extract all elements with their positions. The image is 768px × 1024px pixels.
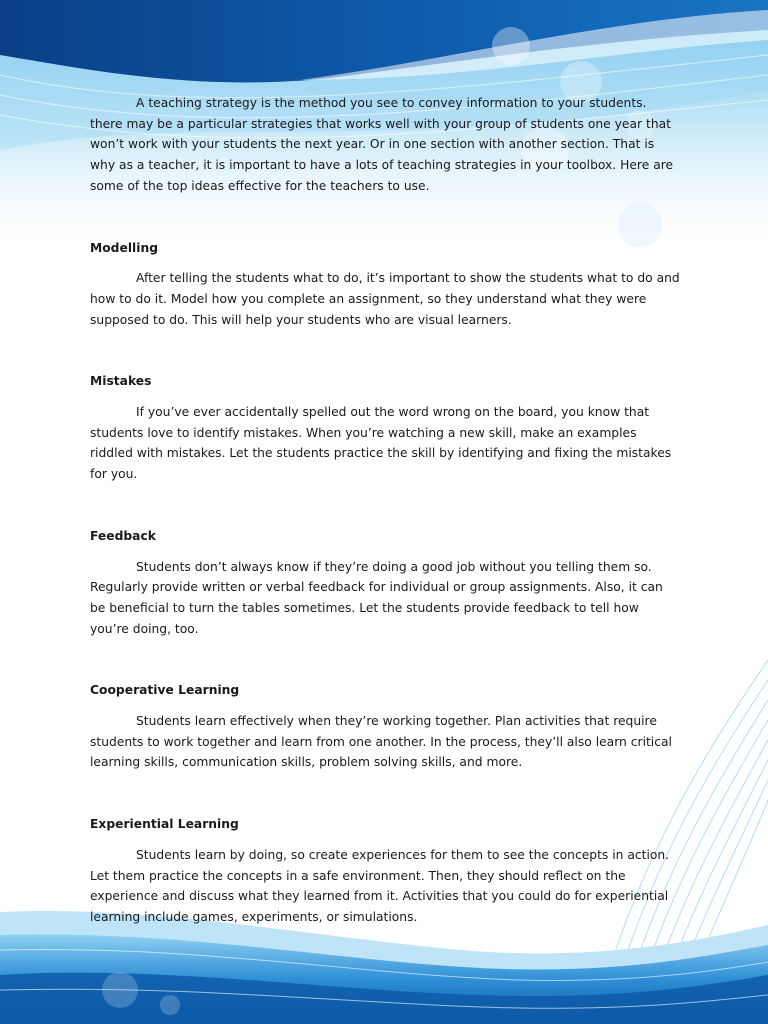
- section-body-feedback: Students don’t always know if they’re doing a good job without you telling them so. Regularly provide written or verbal feedback for individual or group assignments. Also, it can be beneficial to turn the tables sometimes. Let the students provide feedback to tell how you’re doing, too.: [90, 559, 663, 636]
- intro-paragraph: A teaching strategy is the method you see to convey information to your students. there may be a particular strategies that works well with your group of students one year that won’t work with your students the next year. Or in one section with another section. That is why as a teacher, it is important to have a lots of teaching strategies in your toolbox. Here are some of the top ideas effective for the teachers to use.: [90, 96, 674, 193]
- section-heading-feedback: Feedback: [90, 528, 156, 543]
- section-body-mistakes: If you’ve ever accidentally spelled out the word wrong on the board, you know that students love to identify mistakes. When you’re watching a new skill, make an examples riddled with mistakes. Let the students practice the skill by identifying and fixing the mistakes for you.: [90, 405, 672, 482]
- section-heading-modelling: Modelling: [90, 240, 159, 255]
- document-body: [90, 93, 680, 928]
- section-body-cooperative-learning: Students learn effectively when they’re working together. Plan activities that require students to work together and learn from one another. In the process, they’ll also learn critical learning skills, communication skills, problem solving skills, and more.: [90, 714, 672, 770]
- section-heading-mistakes: Mistakes: [90, 374, 152, 389]
- section-heading-experiential-learning: Experiential Learning: [90, 817, 239, 832]
- section-body-modelling: After telling the students what to do, it’s important to show the students what to do and how to do it. Model how you complete an assignment, so they understand what they were supposed to do. This will help your students who are visual learners.: [90, 271, 680, 327]
- section-heading-cooperative-learning: Cooperative Learning: [90, 683, 240, 698]
- section-body-experiential-learning: Students learn by doing, so create experiences for them to see the concepts in action. Let them practice the concepts in a safe environment. Then, they should reflect on the experience and discuss what they learned from it. Activities that you could do for experiential learning include games, experiments, or simulations.: [90, 847, 670, 924]
